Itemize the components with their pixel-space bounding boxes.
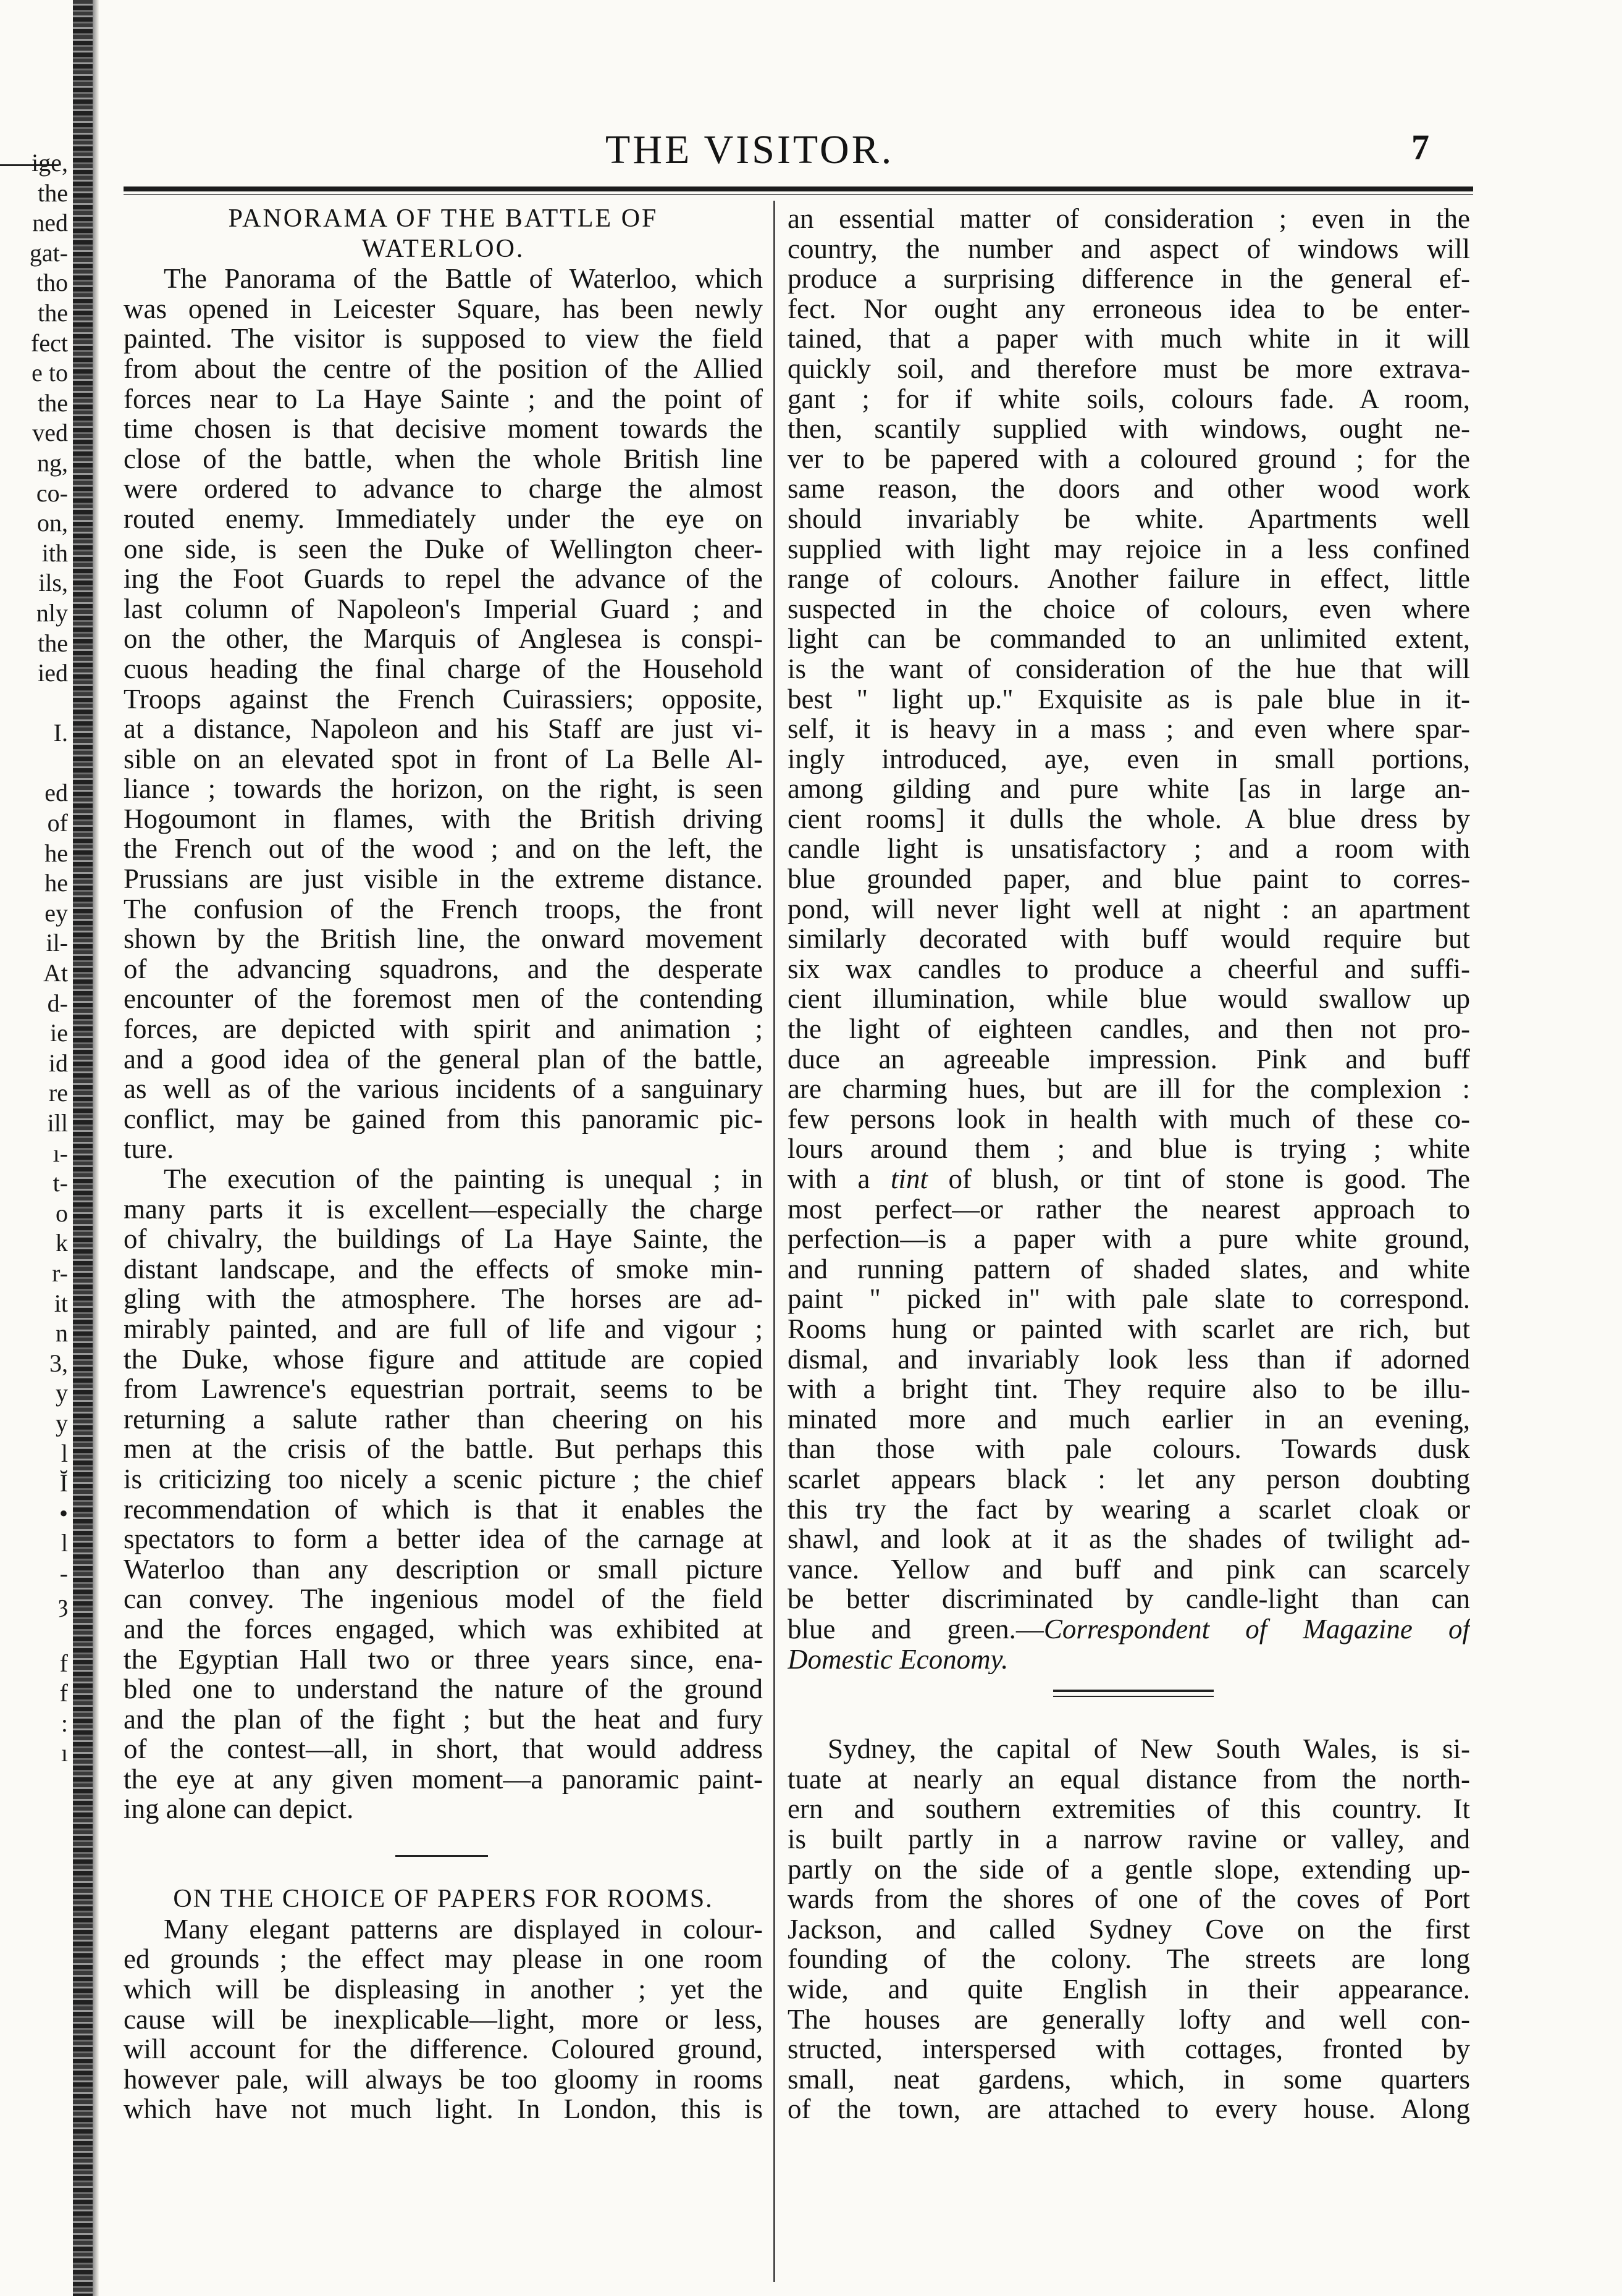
margin-fragment: ied [38,659,68,687]
text-line: and the plan of the fight ; but the heat and fury [124,1704,763,1735]
text-line: with a bright tint. They require also to be illu- [788,1374,1470,1404]
margin-fragment: he [44,869,68,897]
text-line: ed grounds ; the effect may please in one room [124,1944,763,1975]
text-line: Prussians are just visible in the extreme distance. [124,864,763,894]
text-line: best " light up." Exquisite as is pale blue in it- [788,684,1470,714]
text-line: small, neat gardens, which, in some quarters [788,2064,1470,2095]
text-line: structed, interspersed with cottages, fronted by [788,2034,1470,2064]
text-line: The confusion of the French troops, the front [124,894,763,924]
text-line: of the town, are attached to every house. Along [788,2094,1470,2124]
article-paragraph [788,1734,1470,2124]
text-line: ver to be papered with a coloured ground ; for the [788,443,1470,474]
margin-fragment: k [56,1229,68,1257]
text-line: among gilding and pure white [as in large an- [788,774,1470,804]
text-line: ingly introduced, aye, even in small portions, [788,744,1470,774]
source-line: Domestic Economy. [788,1644,1009,1675]
margin-fragment: the [38,388,68,417]
text-line: few persons look in health with much of these co- [788,1104,1470,1134]
margin-fragment: nly [36,598,68,627]
margin-fragment: Ĭ [59,1469,68,1498]
text-line: then, scantily supplied with windows, ought ne- [788,414,1470,444]
text-line: mirably painted, and are full of life and vigour ; [124,1313,763,1344]
margin-fragment: tho [36,269,68,297]
publication-title: THE VISITOR. [605,127,894,172]
text-line: self, it is heavy in a mass ; and even where spar- [788,714,1470,744]
text-line: from about the centre of the position of the Allied [124,353,763,384]
margin-fragment: y [56,1379,68,1407]
text-line: cuous heading the final charge of the Household [124,653,763,684]
text-line: blue grounded paper, and blue paint to corres- [788,864,1470,894]
margin-fragment: ı [61,1739,68,1767]
text-line: routed enemy. Immediately under the eye on [124,503,763,534]
margin-fragment: d- [47,989,68,1017]
margin-fragment: y [56,1409,68,1437]
article-heading: PANORAMA OF THE BATTLE OF [228,204,658,233]
margin-fragment: the [38,178,68,207]
text-line: distant landscape, and the effects of smoke min- [124,1254,763,1284]
text-line: time chosen is that decisive moment towards the [124,414,763,444]
text-line: most perfect—or rather the nearest approach to [788,1194,1470,1225]
margin-fragment: ved [32,419,68,447]
text-line: spectators to form a better idea of the carnage at [124,1524,763,1554]
text-line: forces, are depicted with spirit and animation ; [124,1014,763,1044]
text-line: liance ; towards the horizon, on the right, is seen [124,774,763,804]
text-line: Rooms hung or painted with scarlet are rich, but [788,1313,1470,1344]
margin-fragment: ith [41,538,68,567]
text-line: were ordered to advance to charge the almost [124,474,763,504]
margin-fragment: e to [32,359,68,387]
text-line: will account for the difference. Coloured ground, [124,2034,763,2064]
margin-fragment: l [61,1529,68,1557]
text-line: paint " picked in" with pale slate to correspond. [788,1284,1470,1314]
header-rule-thin [124,194,1473,195]
text-line: wards from the shores of one of the coves of Port [788,1884,1470,1914]
text-line: The Panorama of the Battle of Waterloo, which [164,264,763,294]
article-paragraph [124,1164,763,1824]
text-line: of the advancing squadrons, and the desperate [124,953,763,984]
text-line: one side, is seen the Duke of Wellington cheer- [124,534,763,564]
text-line: candle light is unsatisfactory ; and a room with [788,834,1470,865]
margin-fragment [0,689,68,719]
margin-fragment: he [44,839,68,867]
margin-fragment: - [59,1559,68,1587]
text-line: partly on the side of a gentle slope, extending up- [788,1854,1470,1885]
text-line: which will be displeasing in another ; yet the [124,1974,763,2005]
text-line: is the want of consideration of the hue that will [788,653,1470,684]
margin-fragment: ey [44,899,68,927]
right-column [788,204,1470,2124]
margin-fragment: id [48,1049,68,1077]
margin-fragment [0,748,68,779]
margin-fragment: ng, [37,448,68,477]
article-heading: ON THE CHOICE OF PAPERS FOR ROOMS. [173,1885,713,1914]
margin-fragment: of [47,809,68,837]
text-line: shown by the British line, the onward movement [124,924,763,954]
text-line: tuate at nearly an equal distance from the north- [788,1764,1470,1795]
text-line: supplied with light may rejoice in a less confined [788,534,1470,564]
text-line: should invariably be white. Apartments well [788,503,1470,534]
article-paragraph-cont [788,1194,1470,1614]
text-line: lours around them ; and blue is trying ; white [788,1134,1470,1164]
text-line: Hogoumont in flames, with the British driving [124,803,763,834]
section-separator [788,1674,1470,1734]
text-line: bled one to understand the nature of the ground [124,1674,763,1704]
text-line: the French out of the wood ; and on the left, the [124,834,763,865]
text-line: country, the number and aspect of windows will [788,233,1470,264]
margin-fragment: the [38,298,68,327]
text-line: and a good idea of the general plan of the battle, [124,1044,763,1075]
margin-fragment: At [43,959,68,987]
book-spine-shadow [73,0,93,2296]
margin-fragment: ill [47,1109,68,1137]
margin-fragment: r- [52,1259,68,1287]
margin-fragment: re [48,1079,68,1107]
margin-fragment: ils, [38,569,68,597]
text-line: from Lawrence's equestrian portrait, seems to be [124,1374,763,1404]
text-line: however pale, will always be too gloomy in rooms [124,2064,763,2095]
running-header [0,127,1622,176]
text-line: tained, that a paper with much white in it will [788,324,1470,354]
margin-fragment: n [56,1319,68,1347]
margin-fragment: ie [50,1019,68,1047]
text-line: fect. Nor ought any erroneous idea to be enter- [788,293,1470,324]
text-line: be better discriminated by candle-light than can [788,1584,1470,1614]
text-line: with a tint of blush, or tint of stone is good. The [788,1164,1470,1194]
article-paragraph [124,1914,763,2124]
left-column [124,204,763,2124]
margin-fragment: I. [53,719,68,747]
text-line: vance. Yellow and buff and pink can scarcely [788,1554,1470,1585]
margin-fragment: fect [31,329,68,357]
text-line: cause will be inexplicable—light, more or less, [124,2004,763,2035]
text-line: duce an agreeable impression. Pink and buff [788,1044,1470,1075]
text-line: wide, and quite English in their appearance. [788,1974,1470,2005]
margin-fragment: ȝ [58,1589,68,1617]
text-line: produce a surprising difference in the general ef- [788,264,1470,294]
text-line: the Duke, whose figure and attitude are copied [124,1344,763,1375]
text-line: quickly soil, and therefore must be more extrava- [788,353,1470,384]
text-line: cient rooms] it dulls the whole. A blue dress by [788,803,1470,834]
text-line: which have not much light. In London, this is [124,2094,763,2124]
text-line: Troops against the French Cuirassiers; opposite, [124,684,763,714]
gutter-gradient [93,0,99,2296]
margin-fragment: it [54,1289,68,1317]
text-line: The houses are generally lofty and well con- [788,2004,1470,2035]
text-line: many parts it is excellent—especially the charge [124,1194,763,1225]
text-line: Jackson, and called Sydney Cove on the first [788,1914,1470,1945]
article-heading-cont: WATERLOO. [361,234,525,263]
margin-fragment: l [61,1439,68,1467]
text-line: and the forces engaged, which was exhibited at [124,1614,763,1644]
text-line: ing alone can depict. [124,1794,354,1825]
text-line: was opened in Leicester Square, has been newly [124,293,763,324]
text-line: The execution of the painting is unequal ; in [164,1164,763,1194]
text-line: cient illumination, while blue would swallow up [788,984,1470,1015]
header-rule [124,186,1473,191]
text-line: can convey. The ingenious model of the field [124,1584,763,1614]
text-line: are charming hues, but are ill for the complexion : [788,1074,1470,1104]
text-line: gant ; for if white soils, colours fade. A room, [788,383,1470,414]
text-line: perfection—is a paper with a pure white ground, [788,1224,1470,1254]
article-paragraph [124,264,763,1164]
margin-fragment: on, [37,509,68,537]
text-line: forces near to La Haye Sainte ; and the point of [124,383,763,414]
margin-fragment: : [61,1709,68,1737]
text-line: ing the Foot Guards to repel the advance of the [124,564,763,594]
text-line: sible on an elevated spot in front of La Belle Al- [124,744,763,774]
text-line: than those with pale colours. Towards dusk [788,1434,1470,1464]
text-line: recommendation of which is that it enables the [124,1494,763,1525]
margin-fragment: 3, [49,1349,68,1377]
margin-fragment: ned [32,209,68,237]
text-line: last column of Napoleon's Imperial Guard ; and [124,593,763,624]
column-divider [773,201,775,2282]
margin-fragment: il- [46,929,68,957]
text-line: gling with the atmosphere. The horses are ad- [124,1284,763,1314]
margin-fragment: t- [53,1169,68,1197]
text-line: painted. The visitor is supposed to view the field [124,324,763,354]
text-line: range of colours. Another failure in effect, little [788,564,1470,594]
text-line: six wax candles to produce a cheerful and suffi- [788,953,1470,984]
page-number: 7 [1411,127,1429,167]
margin-fragment: the [38,629,68,657]
text-line: ture. [124,1134,174,1164]
text-line: Waterloo than any description or small picture [124,1554,763,1585]
text-line: at a distance, Napoleon and his Staff are just vi- [124,714,763,744]
text-line: scarlet appears black : let any person doubting [788,1464,1470,1494]
text-line: is criticizing too nicely a scenic picture ; the chief [124,1464,763,1494]
text-line: minated more and much earlier in an evening, [788,1404,1470,1435]
text-line: Sydney, the capital of New South Wales, is si- [828,1734,1470,1764]
margin-fragment [0,1619,68,1649]
text-line: light can be commanded to an unlimited extent, [788,624,1470,654]
text-line: dismal, and invariably look less than if adorned [788,1344,1470,1375]
margin-fragment: • [59,1499,68,1527]
text-line: of chivalry, the buildings of La Haye Sainte, the [124,1224,763,1254]
margin-fragment: o [56,1199,68,1227]
text-line: and running pattern of shaded slates, and white [788,1254,1470,1284]
text-line: suspected in the choice of colours, even where [788,593,1470,624]
margin-fragment: f [59,1679,68,1707]
text-line: the Egyptian Hall two or three years since, ena- [124,1644,763,1675]
text-line: same reason, the doors and other wood work [788,474,1470,504]
margin-fragment: f [59,1649,68,1677]
section-separator [124,1824,763,1884]
text-line: founding of the colony. The streets are long [788,1944,1470,1975]
text-line: shawl, and look at it as the shades of twilight ad- [788,1524,1470,1554]
text-line: the light of eighteen candles, and then not pro- [788,1014,1470,1044]
margin-fragment: gat- [29,238,68,267]
text-line: pond, will never light well at night : an apartment [788,894,1470,924]
text-line: on the other, the Marquis of Anglesea is conspi- [124,624,763,654]
text-line: men at the crisis of the battle. But perhaps this [124,1434,763,1464]
text-line: the eye at any given moment—a panoramic paint- [124,1764,763,1795]
text-line: encounter of the foremost men of the contending [124,984,763,1015]
source-line: blue and green.—Correspondent of Magazine of [788,1614,1470,1644]
text-line: of the contest—all, in short, that would address [124,1734,763,1764]
text-line: as well as of the various incidents of a sanguinary [124,1074,763,1104]
article-paragraph-cont [788,204,1470,1164]
margin-fragment: ı- [53,1139,68,1167]
text-line: this try the fact by wearing a scarlet cloak or [788,1494,1470,1525]
text-line: Many elegant patterns are displayed in colour- [164,1914,763,1945]
text-line: conflict, may be gained from this panoramic pic- [124,1104,763,1134]
text-line: similarly decorated with buff would require but [788,924,1470,954]
text-line: is built partly in a narrow ravine or valley, and [788,1824,1470,1854]
text-line: returning a salute rather than cheering on his [124,1404,763,1435]
facing-page-fragments [0,148,68,1769]
margin-fragment: ige, [32,149,68,177]
text-line: ern and southern extremities of this country. It [788,1794,1470,1825]
margin-fragment: co- [36,479,68,507]
margin-fragment: ed [44,779,68,807]
text-line: close of the battle, when the whole British line [124,443,763,474]
text-line: an essential matter of consideration ; even in the [788,204,1470,234]
